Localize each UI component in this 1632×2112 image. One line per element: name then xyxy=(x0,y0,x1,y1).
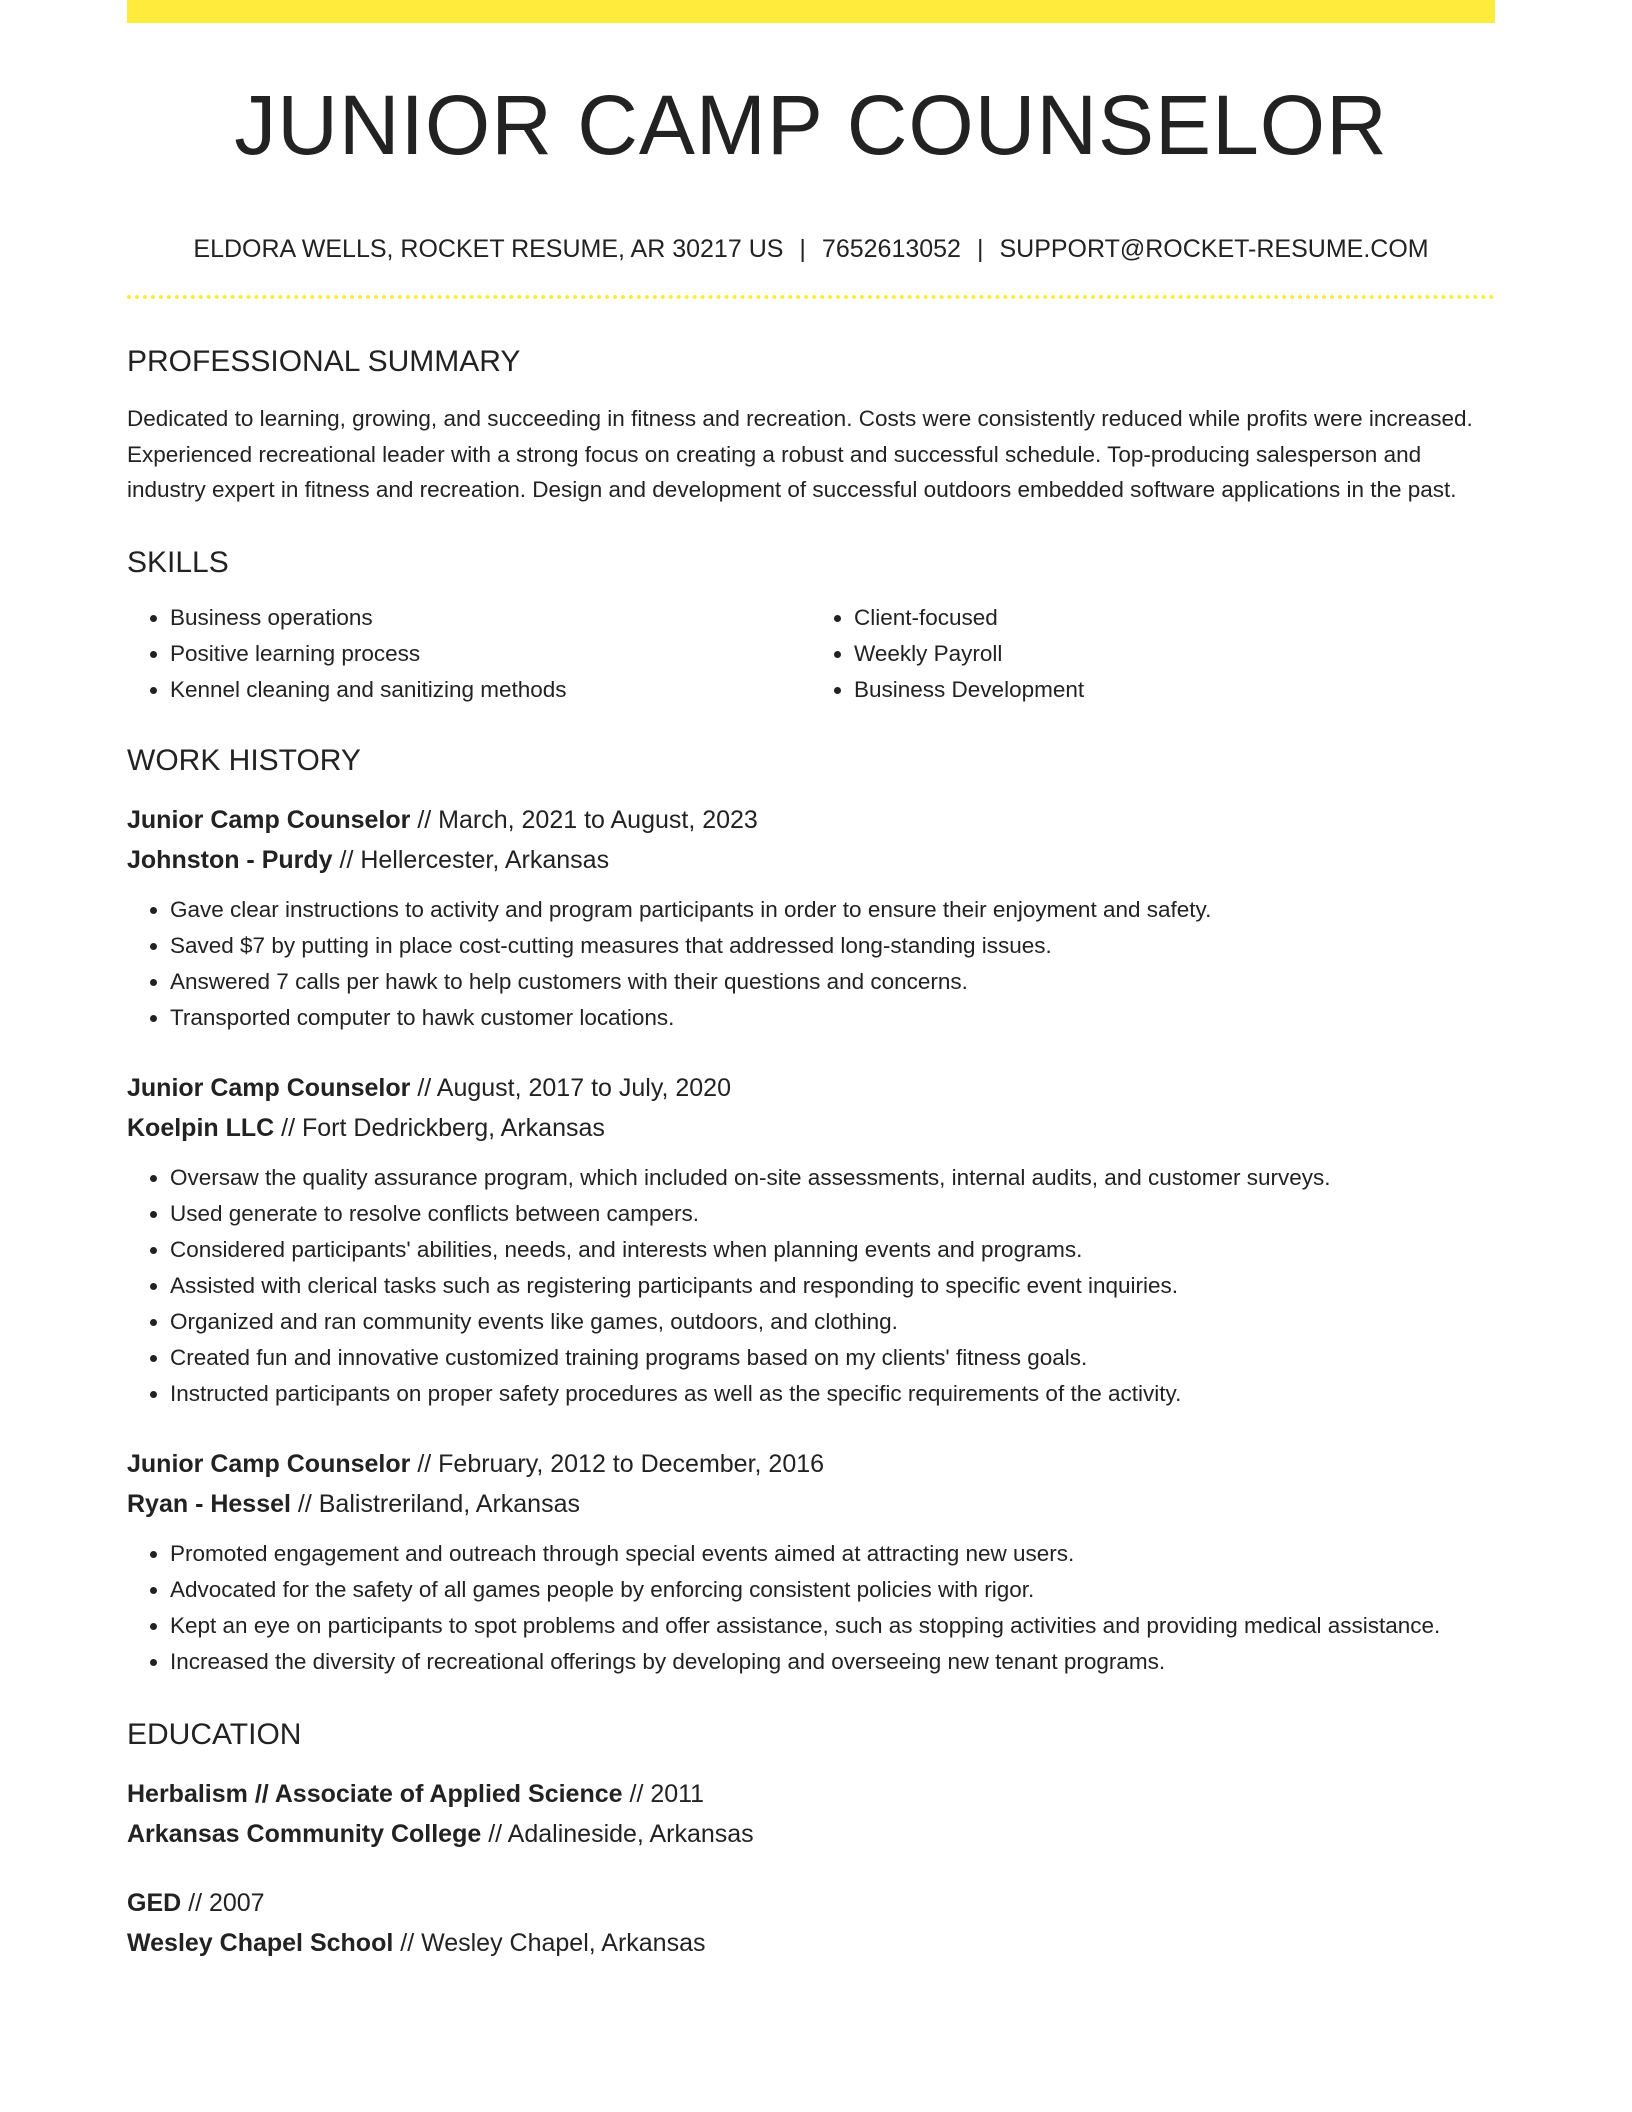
job-bullet: • Assisted with clerical tasks such as registering participants and responding to specific event inquiries. xyxy=(170,1268,1495,1304)
education-degree-line xyxy=(127,1883,1495,1923)
education-year: // 2007 xyxy=(181,1888,265,1917)
job-bullet: • Oversaw the quality assurance program, which included on-site assessments, internal audits, and customer surveys. xyxy=(170,1160,1495,1196)
job-bullet: • Promoted engagement and outreach through special events aimed at attracting new users. xyxy=(170,1536,1495,1572)
education-degree-line xyxy=(127,1774,1495,1814)
contact-separator: | xyxy=(799,235,806,263)
job-company-line xyxy=(127,840,1495,880)
education-heading: EDUCATION xyxy=(127,1717,302,1751)
job-bullet: • Organized and ran community events like games, outdoors, and clothing. xyxy=(170,1304,1495,1340)
summary-text: Dedicated to learning, growing, and succeeding in fitness and recreation. Costs were consistently reduced while profits were increased. Experienced recreational leader with a strong focus on creating a robust and successful schedule. Top-producing salesperson and industry expert in fitness and recreation. Design and development of successful outdoors embedded software applications in the past. xyxy=(127,406,1473,503)
contact-separator: | xyxy=(976,235,984,263)
education-school-line xyxy=(127,1923,1495,1963)
education-location: // Wesley Chapel, Arkansas xyxy=(393,1928,706,1957)
job-title-line xyxy=(127,1444,1495,1484)
job-dates: // February, 2012 to December, 2016 xyxy=(410,1449,825,1478)
job-bullets xyxy=(127,1160,1495,1412)
resume-title: JUNIOR CAMP COUNSELOR xyxy=(234,78,1388,172)
education-location: // Adalineside, Arkansas xyxy=(481,1819,754,1848)
education-degree: Herbalism // Associate of Applied Science xyxy=(127,1779,623,1808)
contact-address: ELDORA WELLS, ROCKET RESUME, AR 30217 US xyxy=(193,235,784,263)
job-bullets xyxy=(127,892,1495,1036)
job-bullet: • Increased the diversity of recreational offerings by developing and overseeing new tenant programs. xyxy=(170,1644,1495,1680)
education-entry xyxy=(127,1883,1495,1963)
job-title: Junior Camp Counselor xyxy=(127,1449,411,1478)
education-year: // 2011 xyxy=(622,1779,705,1808)
dotted-divider xyxy=(127,295,1495,299)
job-title-line xyxy=(127,1068,1495,1108)
skills-list xyxy=(127,600,1495,708)
skill-item: • Kennel cleaning and sanitizing methods xyxy=(170,672,811,708)
contact-email[interactable]: SUPPORT@ROCKET-RESUME.COM xyxy=(999,235,1429,263)
accent-bar xyxy=(127,0,1495,23)
job-company: Johnston - Purdy xyxy=(127,845,333,874)
education-entry xyxy=(127,1774,1495,1854)
job-company: Koelpin LLC xyxy=(127,1113,275,1142)
contact-line xyxy=(127,237,1495,265)
job-location: // Balistreriland, Arkansas xyxy=(290,1489,580,1518)
job-title-line xyxy=(127,800,1495,840)
job-bullet: • Considered participants' abilities, needs, and interests when planning events and programs. xyxy=(170,1232,1495,1268)
skill-item: • Business operations xyxy=(170,600,811,636)
skill-item: • Client-focused xyxy=(854,600,1495,636)
job-bullet: • Instructed participants on proper safety procedures as well as the specific requirements of the activity. xyxy=(170,1376,1495,1412)
job-location: // Hellercester, Arkansas xyxy=(332,845,610,874)
job-bullet: • Advocated for the safety of all games people by enforcing consistent policies with rigor. xyxy=(170,1572,1495,1608)
job-entry xyxy=(127,1068,1495,1412)
education-school: Wesley Chapel School xyxy=(127,1928,394,1957)
job-bullet: • Transported computer to hawk customer locations. xyxy=(170,1000,1495,1036)
summary-heading: PROFESSIONAL SUMMARY xyxy=(127,345,521,378)
education-school: Arkansas Community College xyxy=(127,1819,482,1848)
job-title: Junior Camp Counselor xyxy=(127,1073,411,1102)
skills-column-left xyxy=(127,600,811,708)
job-dates: // August, 2017 to July, 2020 xyxy=(410,1073,731,1102)
job-bullet: • Created fun and innovative customized training programs based on my clients' fitness goals. xyxy=(170,1340,1495,1376)
job-title: Junior Camp Counselor xyxy=(127,805,411,834)
education-degree: GED xyxy=(127,1888,182,1917)
skill-item: • Positive learning process xyxy=(170,636,811,672)
resume-page xyxy=(127,0,1495,1963)
job-company-line xyxy=(127,1108,1495,1148)
job-bullet: • Saved $7 by putting in place cost-cutting measures that addressed long-standing issues. xyxy=(170,928,1495,964)
job-dates: // March, 2021 to August, 2023 xyxy=(410,805,758,834)
skills-heading: SKILLS xyxy=(127,545,229,579)
job-entry xyxy=(127,1444,1495,1680)
job-company: Ryan - Hessel xyxy=(127,1489,291,1518)
job-bullets xyxy=(127,1536,1495,1680)
job-company-line xyxy=(127,1484,1495,1524)
skills-column-right xyxy=(811,600,1495,708)
skill-item: • Weekly Payroll xyxy=(854,636,1495,672)
work-history-heading: WORK HISTORY xyxy=(127,743,361,777)
skill-item: • Business Development xyxy=(854,672,1495,708)
education-school-line xyxy=(127,1814,1495,1854)
job-entry xyxy=(127,800,1495,1036)
job-bullet: • Used generate to resolve conflicts between campers. xyxy=(170,1196,1495,1232)
job-bullet: • Answered 7 calls per hawk to help customers with their questions and concerns. xyxy=(170,964,1495,1000)
job-location: // Fort Dedrickberg, Arkansas xyxy=(274,1113,605,1142)
contact-phone: 7652613052 xyxy=(821,235,961,263)
job-bullet: • Gave clear instructions to activity and program participants in order to ensure their enjoyment and safety. xyxy=(170,892,1495,928)
job-bullet: • Kept an eye on participants to spot problems and offer assistance, such as stopping activities and providing medical assistance. xyxy=(170,1608,1495,1644)
